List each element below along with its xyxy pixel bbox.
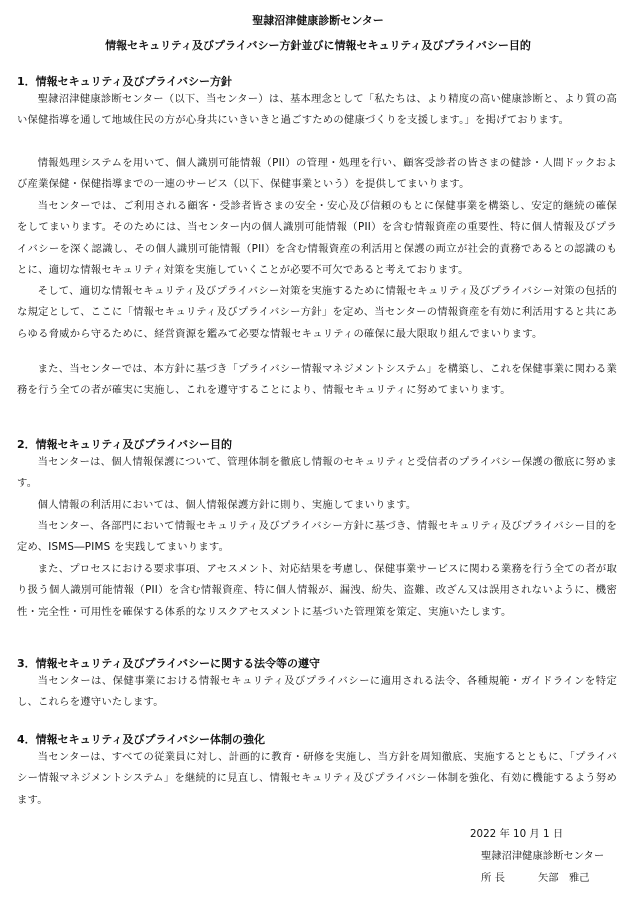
section-objectives-paragraph: また、プロセスにおける要求事項、アセスメント、対応結果を考慮し、保健事業サービスに関わる業務を行う全ての者が取り扱う個人識別可能情報（PII）を含む情報資産、特に個人情報が、漏洩、紛失、盗難、改ざん又は誤用されないように、機密性・完全性・可用性を確保する体系的なリスクアセスメントに基づいた管理策を策定、実施いたします。 [17, 563, 617, 618]
organization-header: 聖隷沼津健康診断センター [252, 14, 384, 27]
document-title: 情報セキュリティ及びプライバシー方針並びに情報セキュリティ及びプライバシー目的 [105, 39, 531, 52]
signature-organization: 聖隷沼津健康診断センター [481, 850, 605, 862]
section-policy-paragraph: 聖隷沼津健康診断センター（以下、当センター）は、基本理念として「私たちは、より精度の高い健康診断と、より質の高い保健指導を通して地域住民の方が心身共にいきいきと過ごすための健康づくりを支援します。」を掲げております。 [17, 93, 617, 127]
section-structure-paragraph: 当センターは、すべての従業員に対し、計画的に教育・研修を実施し、当方針を周知徹底、実施するとともに、「プライバシー情報マネジメントシステム」を継続的に見直し、情報セキュリティ及びプライバシー体制を強化、有効に機能するよう努めます。 [17, 751, 617, 806]
section-heading-policy: 1．情報セキュリティ及びプライバシー方針 [17, 75, 233, 88]
section-policy-paragraph: また、当センターでは、本方針に基づき「プライバシー情報マネジメントシステム」を構築し、これを保健事業に関わる業務を行う全ての者が確実に実施し、これを遵守することにより、情報セキュリティに努めてまいります。 [17, 363, 617, 397]
section-policy-paragraph: 当センターでは、ご利用される顧客・受診者皆さまの安全・安心及び信頼のもとに保健事業を構築し、安定的継続の確保をしてまいります。そのためには、当センター内の個人識別可能情報（PII）を含む情報資産の重要性、特に個人情報及びプライバシーを深く認識し、その個人識別可能情報（PII）を含む情報資産の利活用と保護の両立が社会的責務であるとの認識のもとに、適切な情報セキュリティ対策を実施していくことが必要不可欠であると考えております。 [17, 200, 617, 276]
section-policy-paragraph: 情報処理システムを用いて、個人識別可能情報（PII）の管理・処理を行い、顧客受診者の皆さまの健診・人間ドックおよび産業保健・保健指導までの一連のサービス（以下、保健事業という）を提供してまいります。 [17, 157, 617, 191]
section-policy-paragraph: そして、適切な情報セキュリティ及びプライバシー対策を実施するために情報セキュリティ及びプライバシー対策の包括的な規定として、ここに「情報セキュリティ及びプライバシー方針」を定め、当センターの情報資産を有効に利活用すると共にあらゆる脅威から守るために、経営資源を鑑みて必要な情報セキュリティの確保に最大限取り組んでまいります。 [17, 285, 617, 340]
section-heading-compliance: 3．情報セキュリティ及びプライバシーに関する法令等の遵守 [17, 657, 321, 670]
signatory-title: 所 長 [481, 872, 505, 884]
section-compliance-paragraph: 当センターは、保健事業における情報セキュリティ及びプライバシーに適用される法令、各種規範・ガイドラインを特定し、これらを遵守いたします。 [17, 675, 617, 709]
section-objectives-paragraph: 個人情報の利活用においては、個人情報保護方針に則り、実施してまいります。 [37, 499, 417, 511]
section-heading-structure: 4．情報セキュリティ及びプライバシー体制の強化 [17, 733, 266, 746]
section-heading-objectives: 2．情報セキュリティ及びプライバシー目的 [17, 438, 233, 451]
section-objectives-paragraph: 当センターは、個人情報保護について、管理体制を徹底し情報のセキュリティと受信者のプライバシー保護の徹底に努めます。 [17, 456, 617, 490]
section-objectives-paragraph: 当センター、各部門において情報セキュリティ及びプライバシー方針に基づき、情報セキュリティ及びプライバシー目的を定め、ISMS―PIMS を実践してまいります。 [17, 520, 617, 554]
signatory-name: 矢部 雅己 [538, 872, 590, 884]
issue-date: 2022 年 10 月 1 日 [470, 828, 564, 840]
